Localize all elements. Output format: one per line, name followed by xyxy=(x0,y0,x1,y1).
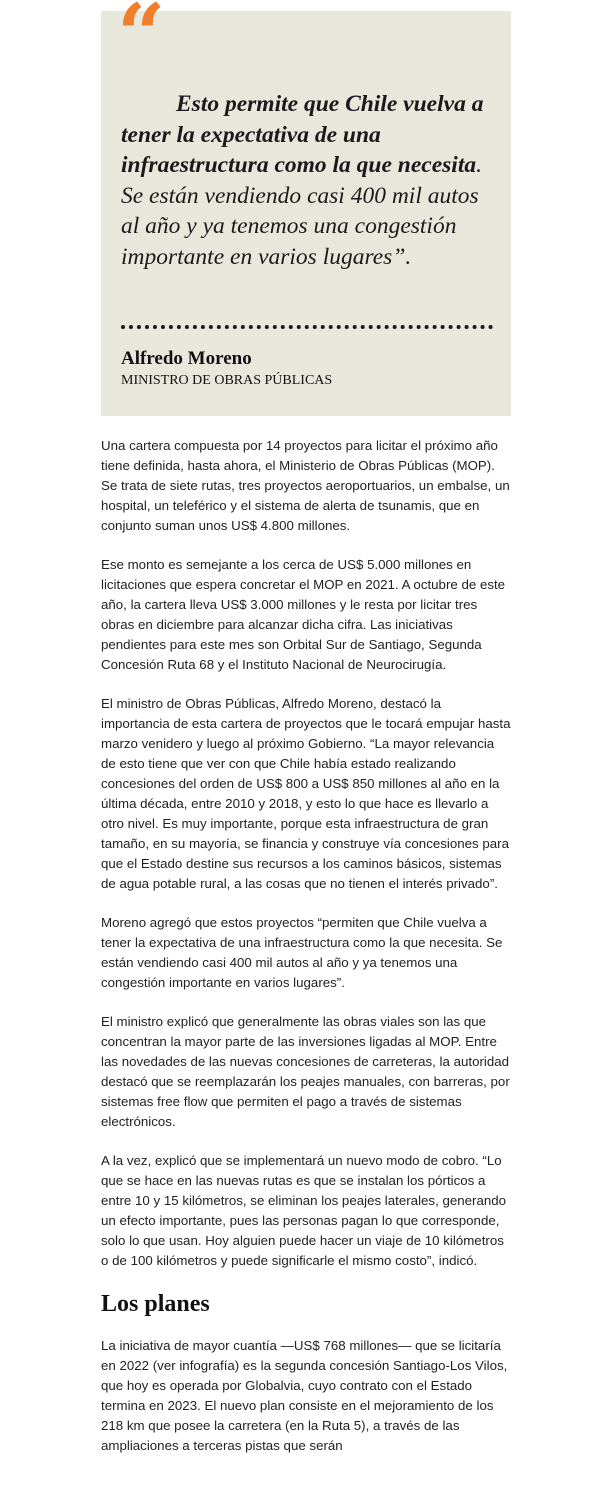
section-heading: Los planes xyxy=(101,1291,210,1317)
dotted-divider xyxy=(121,325,493,329)
quote-bold-text: Esto permite que Chile vuelva a tener la expectativa de una infraestructura como la que necesita xyxy=(121,91,484,178)
article-paragraph: El ministro explicó que generalmente las obras viales son las que concentran la mayor parte de las inversiones ligadas al MOP. Entre las novedades de las nuevas concesiones de carreteras, la autoridad destacó que se reemplazarán los peajes manuales, con barreras, por sistemas free flow que permiten el pago a través de sistemas electrónicos. xyxy=(101,1014,510,1129)
article-paragraph: A la vez, explicó que se implementará un nuevo modo de cobro. “Lo que se hace en las nuevas rutas es que se instalan los pórticos a entre 10 y 15 kilómetros, se eliminan los peajes laterales, generando un efecto importante, pues las personas pagan lo que corresponde, solo lo que usan. Hoy alguien puede hacer un viaje de 10 kilómetros o de 100 kilómetros y puede significarle el mismo costo”, indicó. xyxy=(101,1153,507,1268)
article-paragraph: Moreno agregó que estos proyectos “permiten que Chile vuelva a tener la expectativa de una infraestructura como la que necesita. Se están vendiendo casi 400 mil autos al año y ya tenemos una congestión importante en varios lugares”. xyxy=(101,915,503,990)
article-paragraph: El ministro de Obras Públicas, Alfredo Moreno, destacó la importancia de esta cartera de proyectos que le tocará empujar hasta marzo venidero y luego al próximo Gobierno. “La mayor relevancia de esto tiene que ver con que Chile había estado realizando concesiones del orden de US$ 800 a US$ 850 millones al año en la última década, entre 2010 y 2018, y esto lo que hace es llevarlo a otro nivel. Es muy importante, porque esta infraestructura de gran tamaño, en su mayoría, se financia y construye vía concesiones para que el Estado destine sus recursos a los caminos básicos, sistemas de agua potable rural, a las cosas que no tienen el interés privado”. xyxy=(101,696,511,891)
quote-text xyxy=(121,89,501,272)
article-paragraph: Una cartera compuesta por 14 proyectos para licitar el próximo año tiene definida, hasta ahora, el Ministerio de Obras Públicas (MOP). Se trata de siete rutas, tres proyectos aeroportuarios, un embalse, un hospital, un teleférico y el sistema de alerta de tsunamis, que en conjunto suman unos US$ 4.800 millones. xyxy=(101,438,510,533)
quote-mark-icon: “ xyxy=(117,0,166,84)
quote-author-role: MINISTRO DE OBRAS PÚBLICAS xyxy=(121,373,333,388)
quote-rest-text: . Se están vendiendo casi 400 mil autos al año y ya tenemos una congestión importante en varios lugares”. xyxy=(121,152,482,270)
quote-author: Alfredo Moreno xyxy=(121,348,252,369)
article-body xyxy=(101,436,511,1475)
article-paragraph: La iniciativa de mayor cuantía —US$ 768 millones— que se licitaría en 2022 (ver infografía) es la segunda concesión Santiago-Los Vilos, que hoy es operada por Globalvia, cuyo contrato con el Estado termina en 2023. El nuevo plan consiste en el mejoramiento de los 218 km que posee la carretera (en la Ruta 5), a través de las ampliaciones a terceras pistas que serán xyxy=(101,1338,508,1453)
article-paragraph: Ese monto es semejante a los cerca de US$ 5.000 millones en licitaciones que espera concretar el MOP en 2021. A octubre de este año, la cartera lleva US$ 3.000 millones y le resta por licitar tres obras en diciembre para alcanzar dicha cifra. Las iniciativas pendientes para este mes son Orbital Sur de Santiago, Segunda Concesión Ruta 68 y el Instituto Nacional de Neurocirugía. xyxy=(101,557,506,672)
pull-quote-box xyxy=(101,0,511,416)
